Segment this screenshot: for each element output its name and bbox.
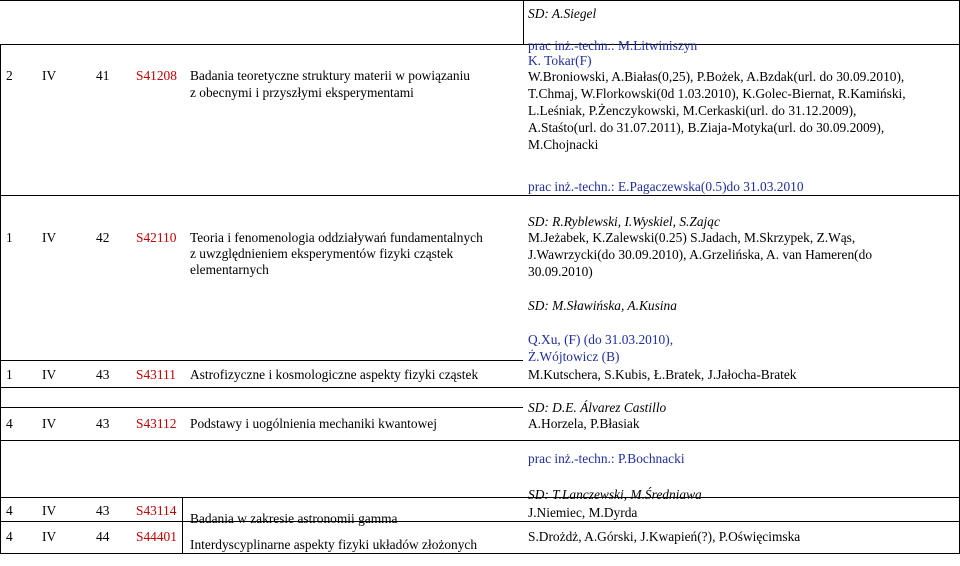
staff-list: M.Chojnacki — [528, 137, 599, 152]
doctoral-students: SD: R.Ryblewski, I.Wyskiel, S.Zając — [528, 214, 720, 229]
staff-list: Q.Xu, (F) (do 31.03.2010), — [528, 332, 674, 347]
staff-list: L.Leśniak, P.Żenczykowski, M.Cerkaski(url. do 31.12.2009), — [528, 103, 857, 118]
staff-list: M.Kutschera, S.Kubis, Ł.Bratek, J.Jałocha-Bratek — [528, 367, 797, 382]
row-number: 1 — [6, 367, 13, 382]
row-divider — [0, 440, 960, 441]
semester: IV — [42, 367, 57, 382]
row-divider — [0, 521, 960, 522]
hours: 42 — [96, 230, 110, 245]
course-code: S42110 — [136, 230, 177, 245]
row-divider — [0, 407, 523, 408]
course-title: Teoria i fenomenologia oddziaływań fundamentalnych — [190, 230, 483, 245]
row-number: 2 — [6, 68, 13, 83]
staff-list: J.Wawrzycki(do 30.09.2010), A.Grzelińska, A. van Hameren(do — [528, 247, 873, 262]
staff-list: M.Jeżabek, K.Zalewski(0.25) S.Jadach, M.Skrzypek, Z.Wąs, — [528, 230, 856, 245]
staff-list: 30.09.2010) — [528, 264, 593, 279]
staff-list: J.Niemiec, M.Dyrda — [528, 505, 638, 520]
staff-list: T.Chmaj, W.Florkowski(0d 1.03.2010), K.Golec-Biernat, R.Kamiński, — [528, 86, 906, 101]
semester: IV — [42, 230, 57, 245]
course-code: S43112 — [136, 416, 177, 431]
course-title: Interdyscyplinarne aspekty fizyki układów złożonych — [190, 537, 478, 552]
semester: IV — [42, 68, 57, 83]
semester: IV — [42, 503, 57, 518]
doctoral-students: SD: A.Siegel — [528, 6, 597, 21]
hours: 43 — [96, 367, 110, 382]
staff-list: Ż.Wójtowicz (B) — [528, 349, 620, 364]
staff-list: W.Broniowski, A.Białas(0,25), P.Bożek, A.Bzdak(url. do 30.09.2010), — [528, 69, 905, 84]
hours: 41 — [96, 68, 110, 83]
column-divider-code-title — [182, 497, 183, 553]
technical-staff: prac inż.-techn.: P.Bochnacki — [528, 451, 685, 466]
row-number: 4 — [6, 503, 13, 518]
row-divider — [0, 387, 960, 388]
row-divider — [0, 497, 960, 498]
table-border-left — [0, 44, 1, 553]
table-border-bottom — [0, 553, 960, 554]
row-divider — [0, 360, 523, 361]
row-divider — [0, 44, 960, 45]
semester: IV — [42, 416, 57, 431]
course-code: S41208 — [136, 68, 177, 83]
course-code: S43114 — [136, 503, 177, 518]
row-divider — [0, 195, 960, 196]
course-code: S44401 — [136, 529, 177, 544]
hours: 43 — [96, 503, 110, 518]
doctoral-students: SD: M.Sławińska, A.Kusina — [528, 298, 677, 313]
staff-list: S.Drożdż, A.Górski, J.Kwapień(?), P.Oświęcimska — [528, 529, 801, 544]
course-title: z obecnymi i przyszłymi eksperymentami — [190, 85, 414, 100]
row-number: 1 — [6, 230, 13, 245]
doctoral-students: SD: T.Lanczewski, M.Średniawa — [528, 487, 702, 502]
staff-list: A.Staśto(url. do 31.07.2011), B.Ziaja-Motyka(url. do 30.09.2009), — [528, 120, 885, 135]
course-title: z uwzględnieniem eksperymentów fizyki cząstek — [190, 246, 454, 261]
row-number: 4 — [6, 416, 13, 431]
table-border-top — [0, 0, 960, 1]
course-title: Podstawy i uogólnienia mechaniki kwantowej — [190, 416, 437, 431]
technical-staff: K. Tokar(F) — [528, 53, 592, 68]
doctoral-students: SD: D.E. Álvarez Castillo — [528, 400, 667, 415]
hours: 43 — [96, 416, 110, 431]
technical-staff: prac inż.-techn.: E.Pagaczewska(0.5)do 31.03.2010 — [528, 179, 804, 194]
course-title: Astrofizyczne i kosmologiczne aspekty fizyki cząstek — [190, 367, 479, 382]
semester: IV — [42, 529, 57, 544]
course-title: elementarnych — [190, 262, 269, 277]
staff-column-left-border-top — [523, 0, 524, 44]
staff-list: A.Horzela, P.Błasiak — [528, 416, 640, 431]
hours: 44 — [96, 529, 110, 544]
course-title: Badania w zakresie astronomii gamma — [190, 511, 398, 526]
technical-staff: prac inż.-techn.: M.Litwiniszyn — [528, 38, 698, 53]
course-code: S43111 — [136, 367, 176, 382]
course-title: Badania teoretyczne struktury materii w powiązaniu — [190, 68, 470, 83]
row-number: 4 — [6, 529, 13, 544]
